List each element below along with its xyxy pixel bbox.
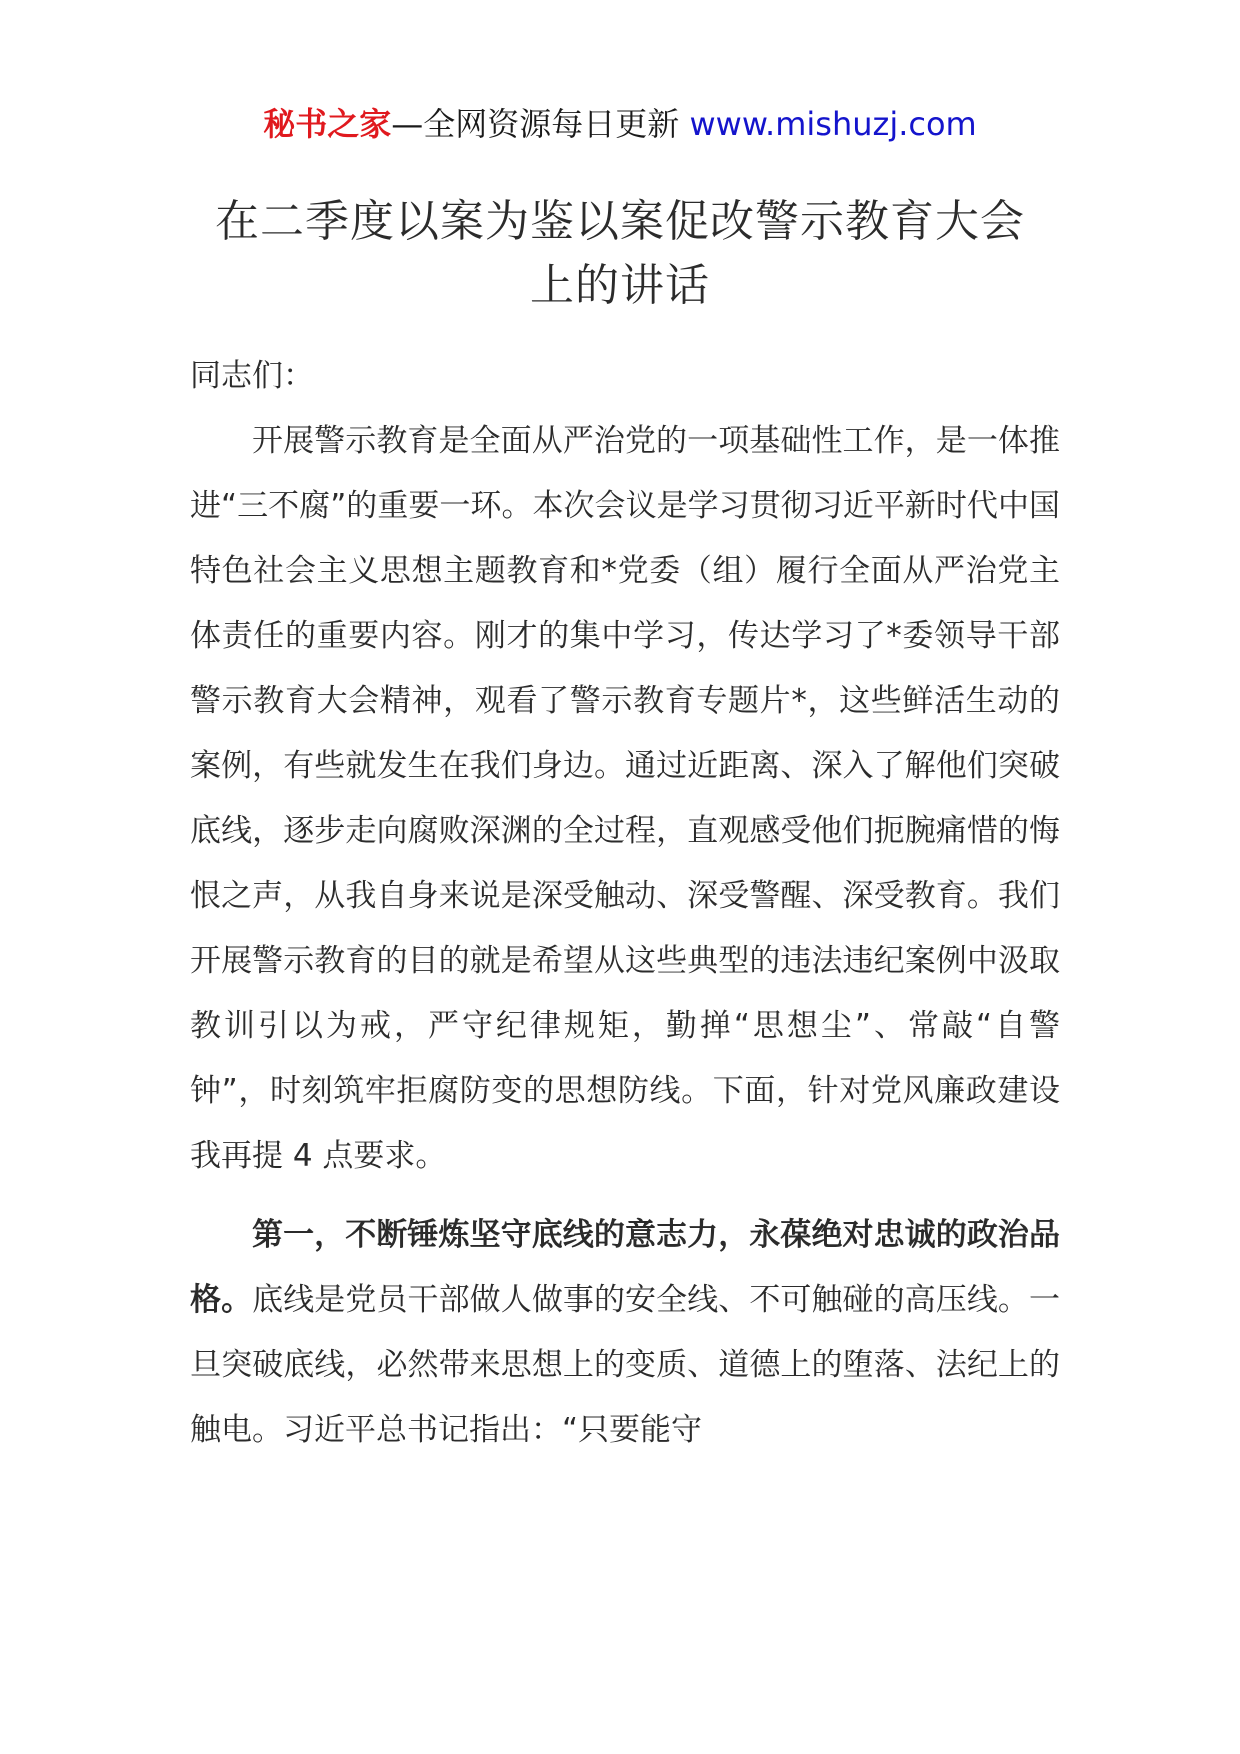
site-url-link[interactable]: www.mishuzj.com xyxy=(689,105,977,143)
title-line-1: 在二季度以案为鉴以案促改警示教育大会 xyxy=(215,196,1025,247)
paragraph-intro: 开展警示教育是全面从严治党的一项基础性工作，是一体推进“三不腐”的重要一环。本次会议是学习贯彻习近平新时代中国特色社会主义思想主题教育和*党委（组）履行全面从严治党主体责任的重要内容。刚才的集中学习，传达学习了*委领导干部警示教育大会精神，观看了警示教育专题片*，这些鲜活生动的案例，有些就发生在我们身边。通过近距离、深入了解他们突破底线，逐步走向腐败深渊的全过程，直观感受他们扼腕痛惜的悔恨之声，从我自身来说是深受触动、深受警醒、深受教育。我们开展警示教育的目的就是希望从这些典型的违法违纪案例中汲取教训引以为戒，严守纪律规矩，勤掸“思想尘”、常敲“自警钟”，时刻筑牢拒腐防变的思想防线。下面，针对党风廉政建设我再提 4 点要求。 xyxy=(190,423,1060,1174)
title-line-2: 上的讲话 xyxy=(530,260,710,311)
salutation: 同志们： xyxy=(190,358,314,394)
paragraph-body-text: 底线是党员干部做人做事的安全线、不可触碰的高压线。一旦突破底线，必然带来思想上的变质、道德上的堕落、法纪上的触电。习近平总书记指出：“只要能守 xyxy=(190,1282,1061,1448)
header-slogan: —全网资源每日更新 xyxy=(391,105,680,143)
document-body xyxy=(190,344,1060,1463)
brand-name: 秘书之家 xyxy=(263,105,392,143)
site-header xyxy=(0,92,1240,156)
paragraph-first-requirement xyxy=(190,1203,1060,1463)
paragraph-lead-heading: 第一，不断锤炼坚守底线的意志力，永葆绝对忠诚的政治品格。 xyxy=(190,1217,1060,1318)
document-title xyxy=(160,190,1080,318)
